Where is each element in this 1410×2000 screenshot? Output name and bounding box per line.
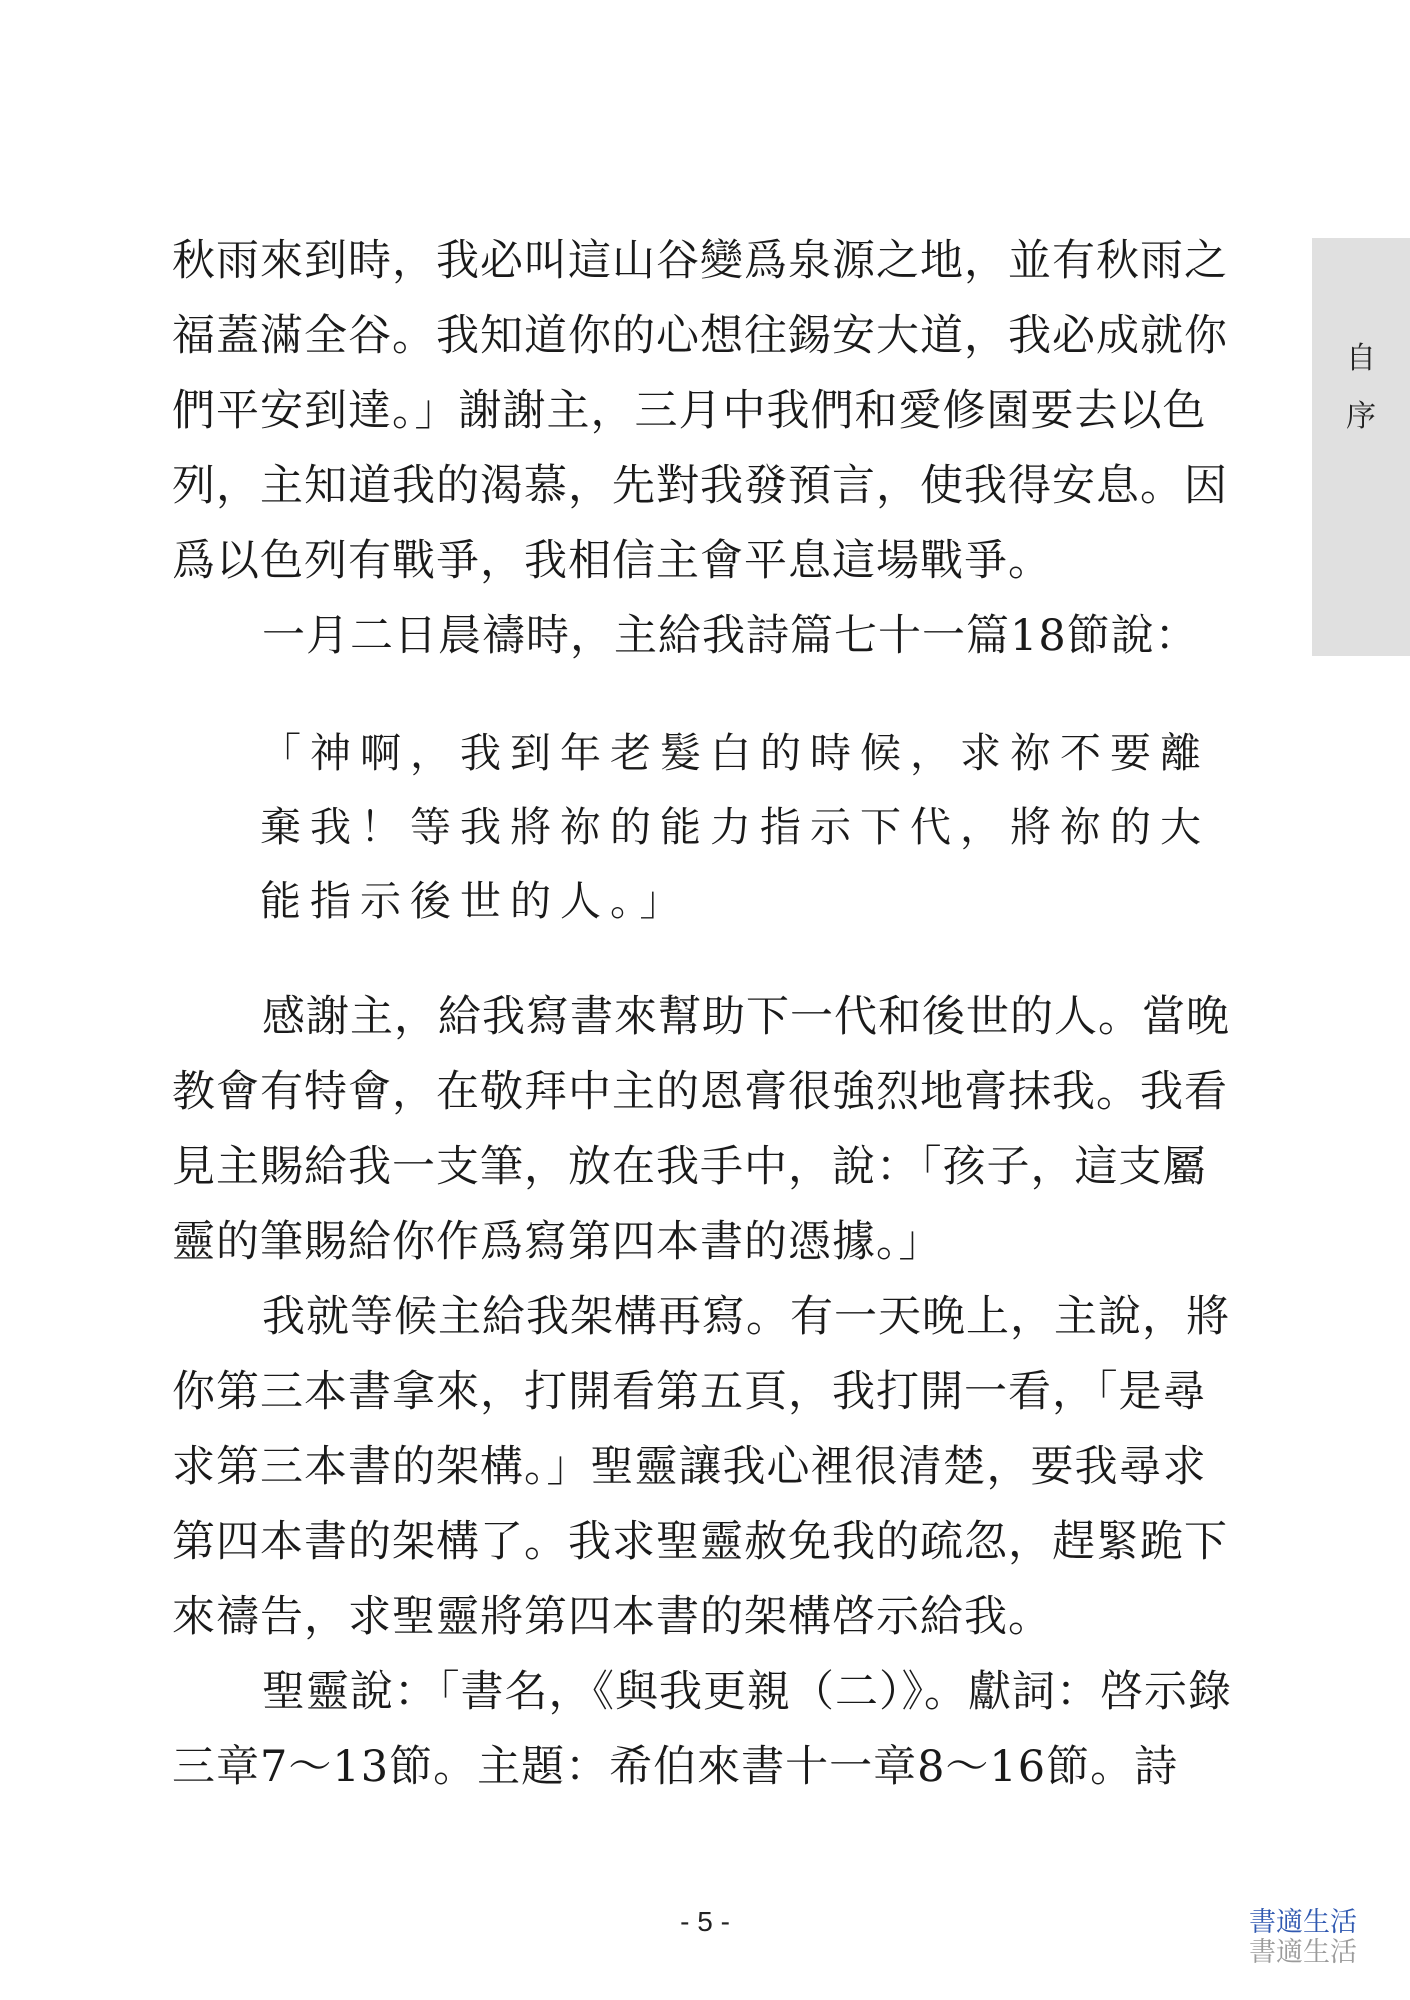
paragraph-2: 一月二日晨禱時，主給我詩篇七十一篇18節說： xyxy=(262,611,1199,661)
quote-line-3: 能指示後世的人。」 xyxy=(260,877,690,925)
paragraph-5: 聖靈說：「書名，《與我更親（二）》。獻詞：啓示錄三章7～13節。主題：希伯來書十一章8～16節。詩 xyxy=(172,1667,1232,1792)
body-text xyxy=(172,224,1236,1805)
brand-line-2: 書適生活 xyxy=(1249,1937,1357,1968)
quote-line-1: 「神啊，我到年老髮白的時候，求祢不要離 xyxy=(260,729,1210,777)
chapter-side-tab-label xyxy=(1312,330,1410,446)
paragraph-1: 秋雨來到時，我必叫這山谷變爲泉源之地，並有秋雨之福蓋滿全谷。我知道你的心想往錫安大道，我必成就你們平安到達。」謝謝主，三月中我們和愛修園要去以色列，主知道我的渴慕，先對我發預言，使我得安息。因爲以色列有戰爭，我相信主會平息這場戰爭。 xyxy=(172,236,1228,586)
paragraph-3: 感謝主，給我寫書來幫助下一代和後世的人。當晚教會有特會，在敬拜中主的恩膏很強烈地膏抹我。我看見主賜給我一支筆，放在我手中，說：「孩子，這支屬靈的筆賜給你作爲寫第四本書的憑據。」 xyxy=(172,992,1230,1267)
side-tab-char-1: 自 xyxy=(1346,341,1376,376)
side-tab-char-2: 序 xyxy=(1346,399,1376,434)
paragraph-4: 我就等候主給我架構再寫。有一天晚上，主說，將你第三本書拿來，打開看第五頁，我打開一看，「是尋求第三本書的架構。」聖靈讓我心裡很清楚，要我尋求第四本書的架構了。我求聖靈赦免我的疏忽，趕緊跪下來禱告，求聖靈將第四本書的架構啓示給我。 xyxy=(172,1292,1230,1642)
quote-line-2: 棄我！等我將祢的能力指示下代，將祢的大 xyxy=(260,803,1210,851)
chapter-side-tab xyxy=(1312,238,1410,656)
scripture-quote xyxy=(260,716,1210,938)
publisher-brand xyxy=(1228,1908,1378,1968)
brand-line-1: 書適生活 xyxy=(1249,1907,1357,1938)
page-number: - 5 - xyxy=(680,1906,730,1937)
